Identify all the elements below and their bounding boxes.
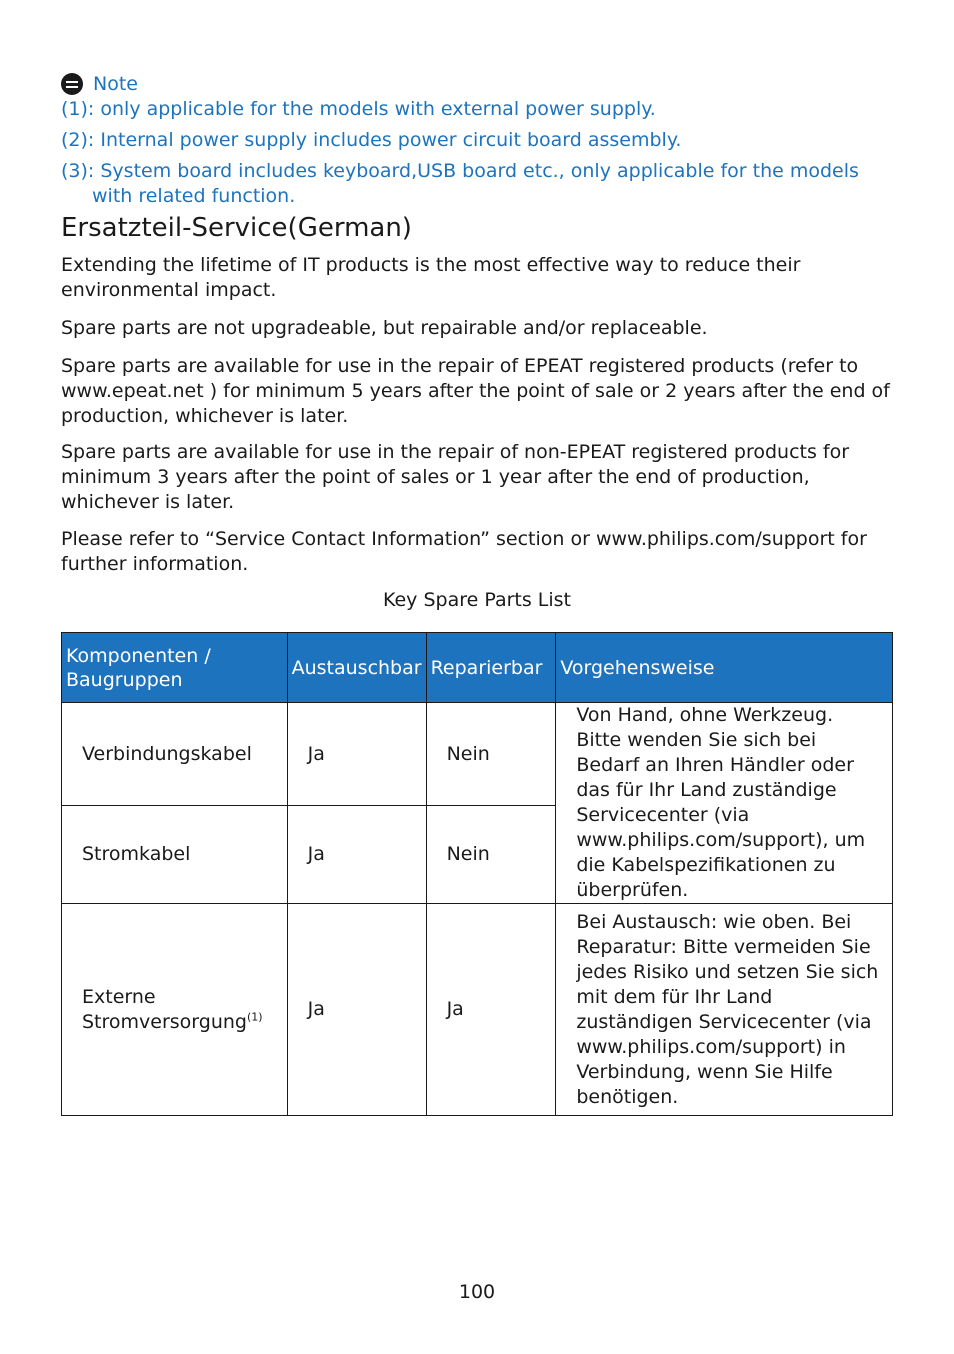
header-replaceable: Austauschbar bbox=[287, 633, 426, 703]
note-marker: (1): bbox=[61, 98, 95, 120]
cell-component: Stromkabel bbox=[62, 806, 288, 904]
cell-replaceable: Ja bbox=[287, 806, 426, 904]
paragraph-5: Please refer to “Service Contact Information” section or www.philips.com/support for further information. bbox=[61, 528, 867, 575]
paragraph-1: Extending the lifetime of IT products is the most effective way to reduce their environmental impact. bbox=[61, 254, 801, 301]
cell-procedure: Bei Austausch: wie oben. Bei Reparatur: Bitte vermeiden Sie jedes Risiko und setzen Sie sich mit dem für Ihr Land zuständigen Servicecenter (via www.philips.com/support) in Verbindung, wenn Sie Hilfe benötigen. bbox=[556, 904, 893, 1116]
cell-component: Verbindungskabel bbox=[62, 703, 288, 806]
cell-repairable: Ja bbox=[426, 904, 556, 1116]
note-marker: (3): bbox=[61, 160, 95, 182]
note-marker: (2): bbox=[61, 129, 95, 151]
note-title: Note bbox=[93, 73, 138, 95]
note-item-2 bbox=[61, 128, 881, 153]
cell-repairable: Nein bbox=[426, 806, 556, 904]
paragraph-4: Spare parts are available for use in the repair of non-EPEAT registered products for minimum 3 years after the point of sales or 1 year after the end of production, whichever is later. bbox=[61, 441, 850, 513]
header-procedure: Vorgehensweise bbox=[556, 633, 893, 703]
note-icon bbox=[61, 73, 83, 95]
page-number: 100 bbox=[458, 1281, 496, 1303]
note-text: only applicable for the models with external power supply. bbox=[100, 98, 656, 120]
paragraph-3: Spare parts are available for use in the repair of EPEAT registered products (refer to www.epeat.net ) for minimum 5 years after the point of sale or 2 years after the end of production, whichever is later. bbox=[61, 355, 890, 427]
cell-replaceable: Ja bbox=[287, 904, 426, 1116]
note-text: Internal power supply includes power circuit board assembly. bbox=[100, 129, 682, 151]
paragraph-2: Spare parts are not upgradeable, but repairable and/or replaceable. bbox=[61, 317, 708, 339]
cell-replaceable: Ja bbox=[287, 703, 426, 806]
note-item-1 bbox=[61, 97, 881, 122]
component-name: Externe Stromversorgung bbox=[82, 985, 247, 1033]
cell-procedure: Von Hand, ohne Werkzeug. Bitte wenden Sie sich bei Bedarf an Ihren Händler oder das für Ihr Land zuständige Servicecenter (via www.philips.com/support), um die Kabelspezifikationen zu überprüfen. bbox=[556, 703, 893, 904]
note-header bbox=[61, 73, 138, 95]
cell-component bbox=[62, 904, 288, 1116]
note-item-3 bbox=[61, 159, 881, 209]
section-title: Ersatzteil-Service(German) bbox=[61, 213, 412, 243]
footnote-marker: (1) bbox=[247, 1010, 263, 1024]
note-text-continuation: with related function. bbox=[92, 185, 296, 207]
table-caption: Key Spare Parts List bbox=[382, 589, 572, 611]
cell-repairable: Nein bbox=[426, 703, 556, 806]
note-text: System board includes keyboard,USB board etc., only applicable for the models bbox=[100, 160, 859, 182]
header-repairable: Reparierbar bbox=[426, 633, 556, 703]
header-component: Komponenten / Baugruppen bbox=[62, 633, 288, 703]
table-row bbox=[62, 904, 893, 1116]
table-row bbox=[62, 703, 893, 806]
spare-parts-table bbox=[61, 632, 893, 1116]
table-header-row bbox=[62, 633, 893, 703]
